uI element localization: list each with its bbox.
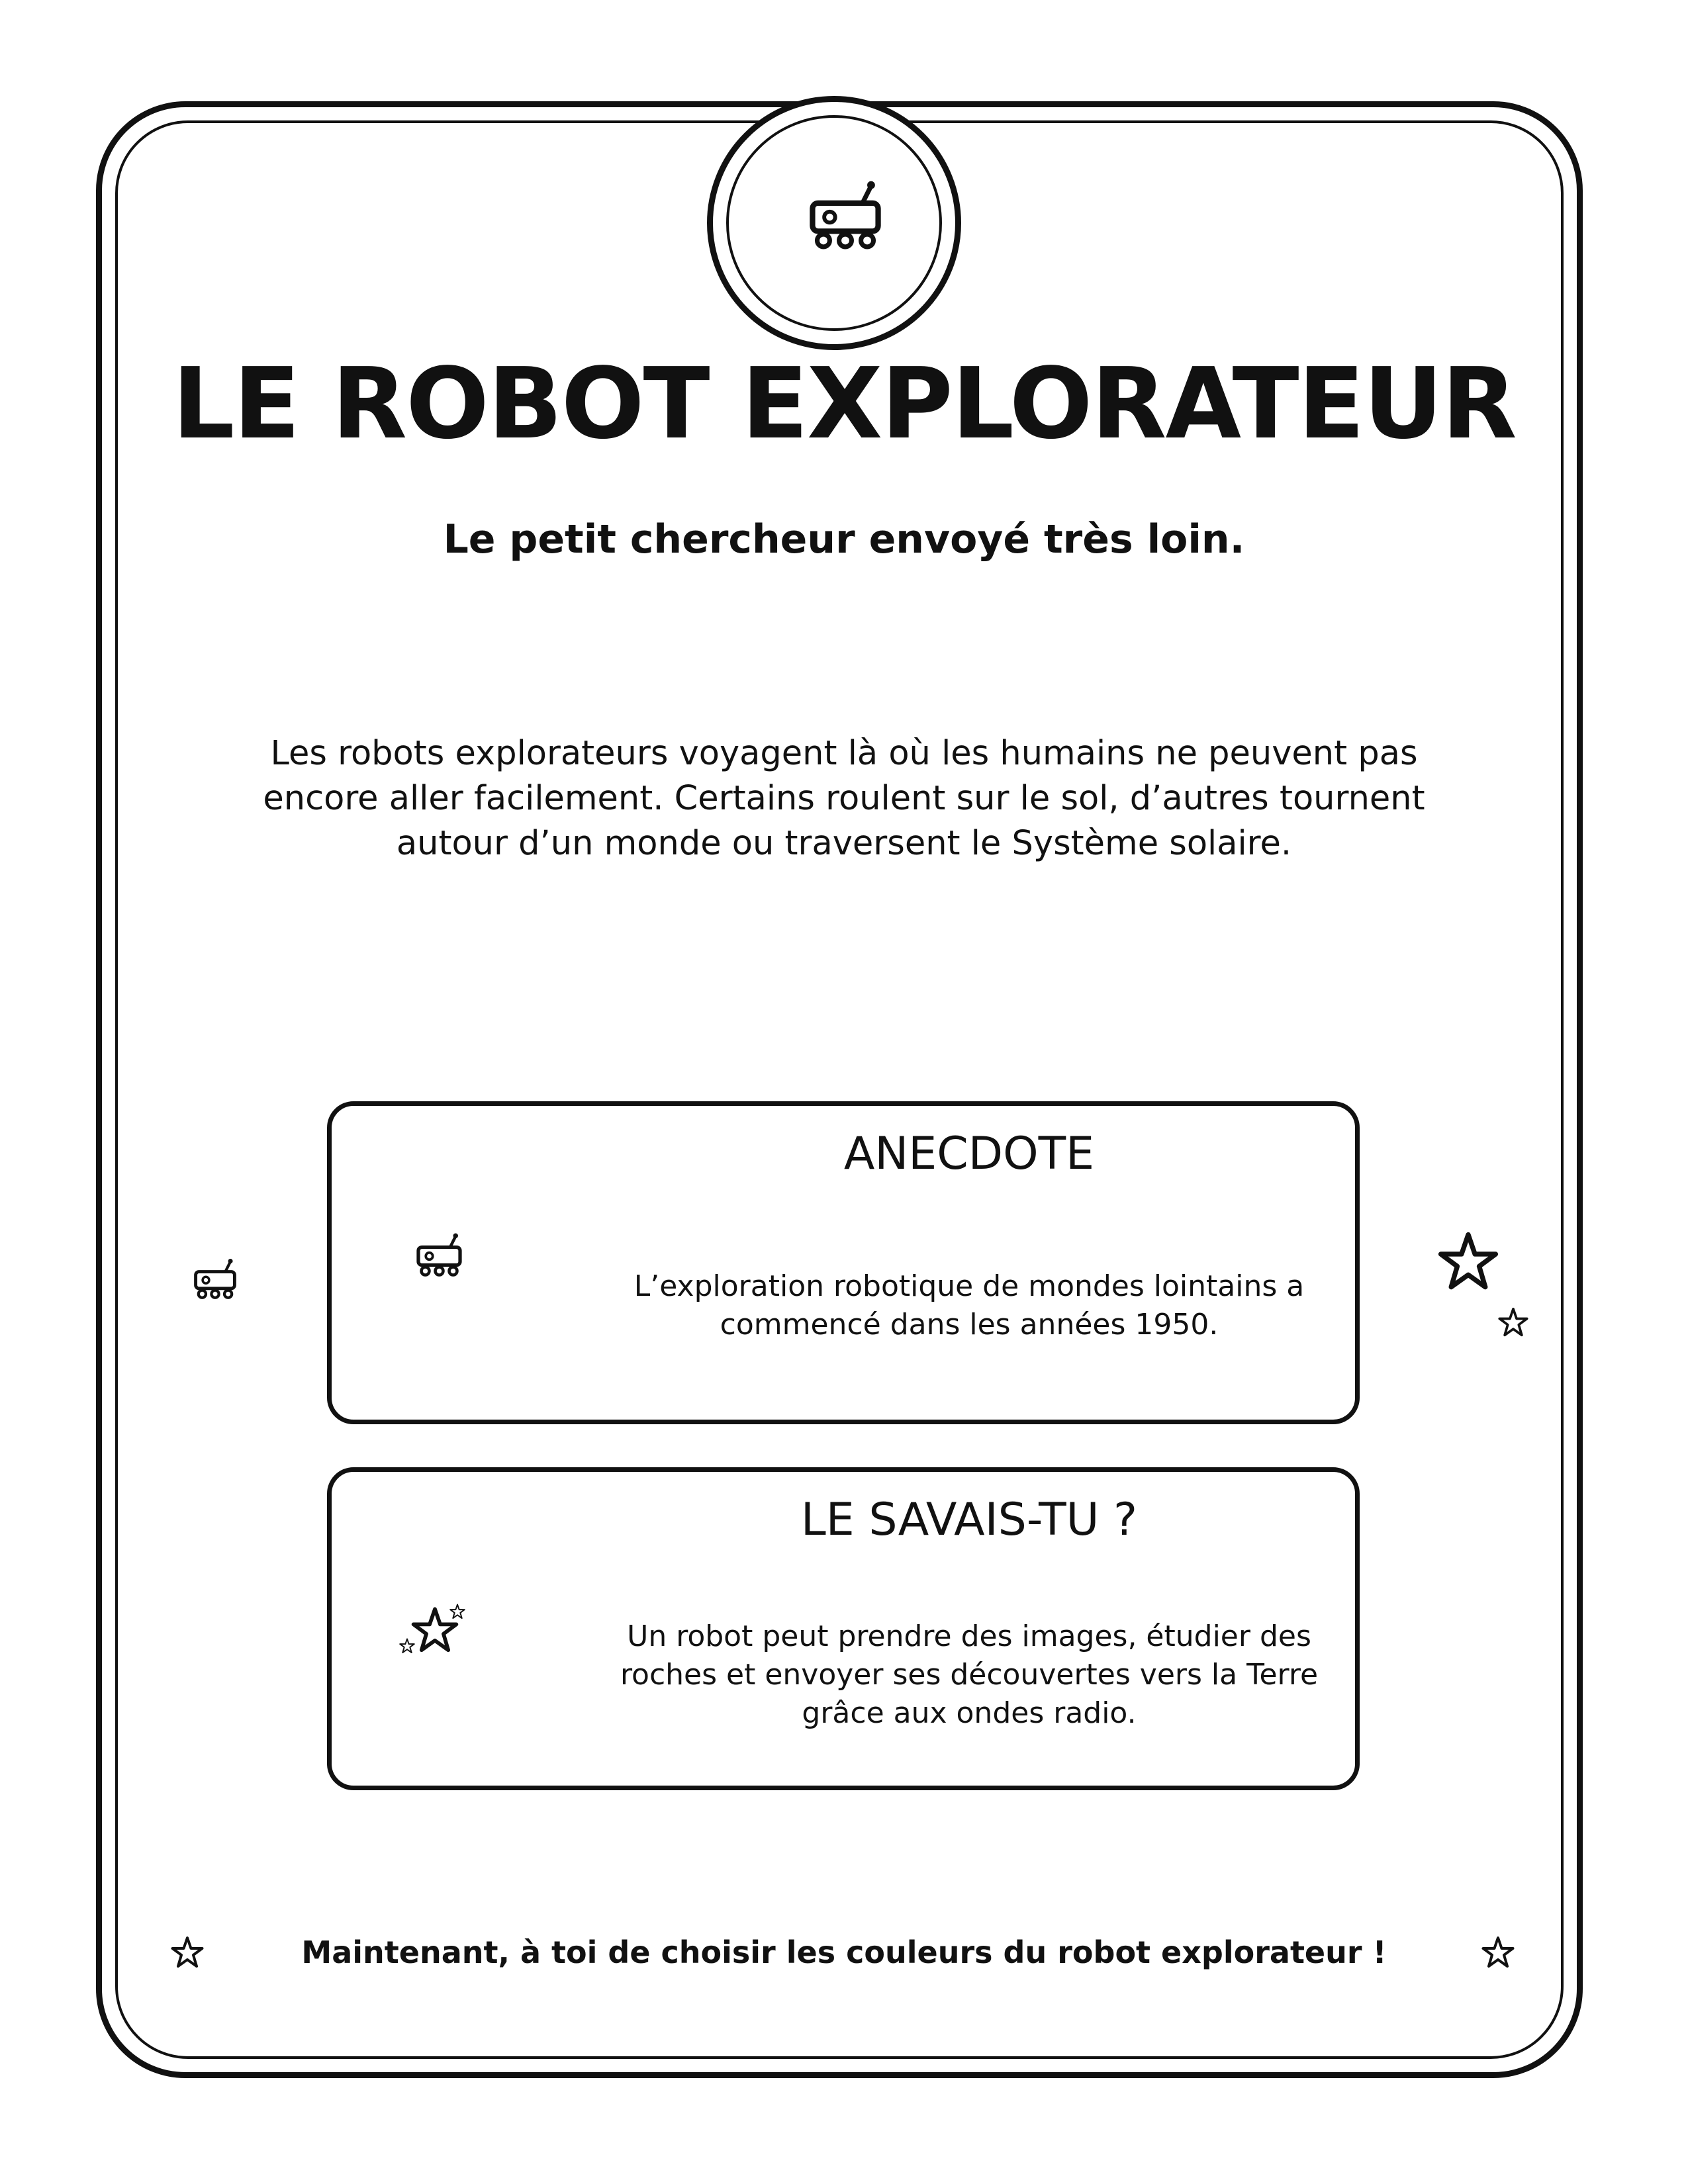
intro-paragraph: Les robots explorateurs voyagent là où les humains ne peuvent pas encore aller facilement. Certains roulent sur le sol, d’autres tournent autour d’un monde ou traversent le Système solaire.	[263, 734, 1425, 863]
rover-icon	[414, 1228, 464, 1278]
page-title: LE ROBOT EXPLORATEUR	[172, 347, 1516, 461]
anecdote-card	[327, 1101, 1360, 1424]
star-icon	[1498, 1307, 1528, 1338]
did-you-know-text: Un robot peut prendre des images, étudier des roches et envoyer ses découvertes vers la Terre grâce aux ondes radio.	[620, 1619, 1319, 1730]
rover-icon	[806, 173, 884, 251]
stars-icon	[398, 1601, 471, 1661]
page-subtitle: Le petit chercheur envoyé très loin.	[443, 516, 1245, 563]
did-you-know-card	[327, 1467, 1360, 1790]
footer-instruction: Maintenant, à toi de choisir les couleurs du robot explorateur !	[301, 1934, 1387, 1970]
did-you-know-title: LE SAVAIS-TU ?	[800, 1494, 1138, 1546]
rover-icon	[192, 1254, 238, 1300]
star-icon	[1438, 1231, 1499, 1292]
anecdote-text: L’exploration robotique de mondes lointains a commencé dans les années 1950.	[633, 1269, 1305, 1342]
anecdote-title: ANECDOTE	[843, 1128, 1095, 1180]
